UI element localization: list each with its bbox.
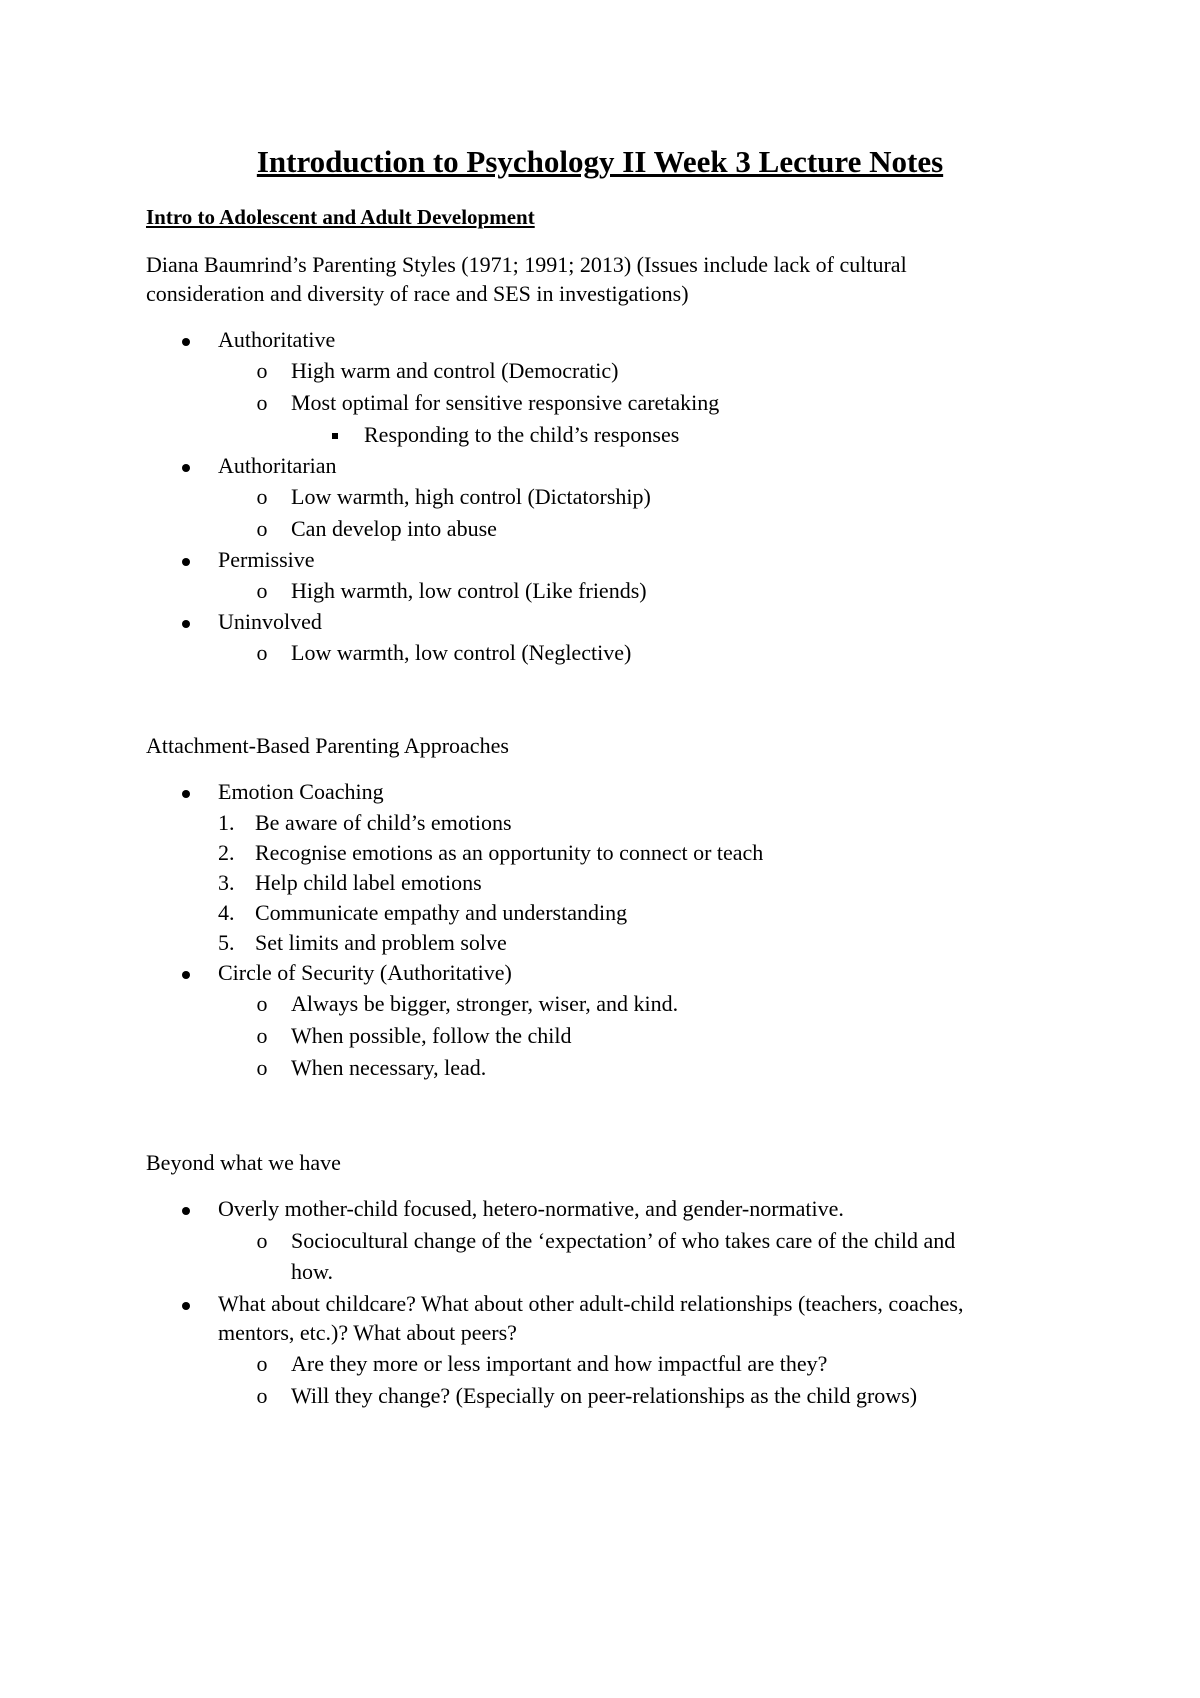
bullet-icon (176, 607, 196, 637)
section-heading: Attachment-Based Parenting Approaches (146, 733, 509, 758)
list-item-text: Uninvolved (218, 609, 322, 634)
circle-bullet-icon: o (256, 640, 268, 665)
list-item-text: When possible, follow the child (291, 1023, 572, 1048)
circle-bullet-icon: o (256, 358, 268, 383)
list-item-text: Will they change? (Especially on peer-relationships as the child grows) (291, 1383, 918, 1408)
circle-bullet-icon: o (256, 1351, 268, 1376)
list-item-text: Circle of Security (Authoritative) (218, 960, 512, 985)
circle-bullet-icon: o (256, 484, 268, 509)
list-item-text: Emotion Coaching (218, 779, 384, 804)
circle-bullet-icon: o (256, 1228, 268, 1253)
intro-paragraph-line-1: Diana Baumrind’s Parenting Styles (1971; 1991; 2013) (Issues include lack of cultural (146, 252, 907, 277)
list-item-text: High warm and control (Democratic) (291, 358, 619, 383)
section-heading: Beyond what we have (146, 1150, 341, 1175)
list-item-text: Be aware of child’s emotions (255, 810, 512, 835)
list-item-text: Set limits and problem solve (255, 930, 507, 955)
list-item-text: Help child label emotions (255, 870, 482, 895)
bullet-icon (176, 1194, 196, 1224)
list-item-text: What about childcare? What about other adult-child relationships (teachers, coaches, (218, 1291, 964, 1316)
item-number: 3. (218, 870, 235, 895)
list-item-text: Sociocultural change of the ‘expectation’ of who takes care of the child and (291, 1228, 956, 1253)
list-item-text: Permissive (218, 547, 315, 572)
bullet-icon (176, 777, 196, 807)
bullet-icon (176, 1289, 196, 1319)
document-title: Introduction to Psychology II Week 3 Lecture Notes (256, 144, 944, 179)
list-item-text: When necessary, lead. (291, 1055, 487, 1080)
list-item-text: Can develop into abuse (291, 516, 497, 541)
item-number: 1. (218, 810, 235, 835)
list-item-text: Responding to the child’s responses (364, 422, 680, 447)
list-item-text: High warmth, low control (Like friends) (291, 578, 647, 603)
circle-bullet-icon: o (256, 578, 268, 603)
intro-paragraph-line-2: consideration and diversity of race and SES in investigations) (146, 281, 689, 306)
section-subtitle: Intro to Adolescent and Adult Development (146, 205, 535, 229)
item-number: 2. (218, 840, 235, 865)
list-item-text: Low warmth, high control (Dictatorship) (291, 484, 651, 509)
bullet-icon (176, 545, 196, 575)
list-item-text: Overly mother-child focused, hetero-normative, and gender-normative. (218, 1196, 844, 1221)
circle-bullet-icon: o (256, 1055, 268, 1080)
list-item-text: Authoritative (218, 327, 336, 352)
list-item-text: Always be bigger, stronger, wiser, and kind. (291, 991, 679, 1016)
circle-bullet-icon: o (256, 1383, 268, 1408)
list-item-text: Communicate empathy and understanding (255, 900, 628, 925)
list-item-text: mentors, etc.)? What about peers? (218, 1320, 517, 1345)
circle-bullet-icon: o (256, 516, 268, 541)
bullet-icon (176, 958, 196, 988)
list-item-text: Authoritarian (218, 453, 337, 478)
item-number: 5. (218, 930, 235, 955)
list-item-text: Low warmth, low control (Neglective) (291, 640, 632, 665)
list-item-text: Most optimal for sensitive responsive caretaking (291, 390, 720, 415)
list-item-text: how. (291, 1259, 333, 1284)
bullet-icon (176, 451, 196, 481)
circle-bullet-icon: o (256, 390, 268, 415)
list-item-text: Are they more or less important and how impactful are they? (291, 1351, 828, 1376)
list-item-text: Recognise emotions as an opportunity to connect or teach (255, 840, 764, 865)
bullet-icon (176, 325, 196, 355)
circle-bullet-icon: o (256, 991, 268, 1016)
circle-bullet-icon: o (256, 1023, 268, 1048)
item-number: 4. (218, 900, 235, 925)
square-bullet-icon (325, 420, 345, 450)
